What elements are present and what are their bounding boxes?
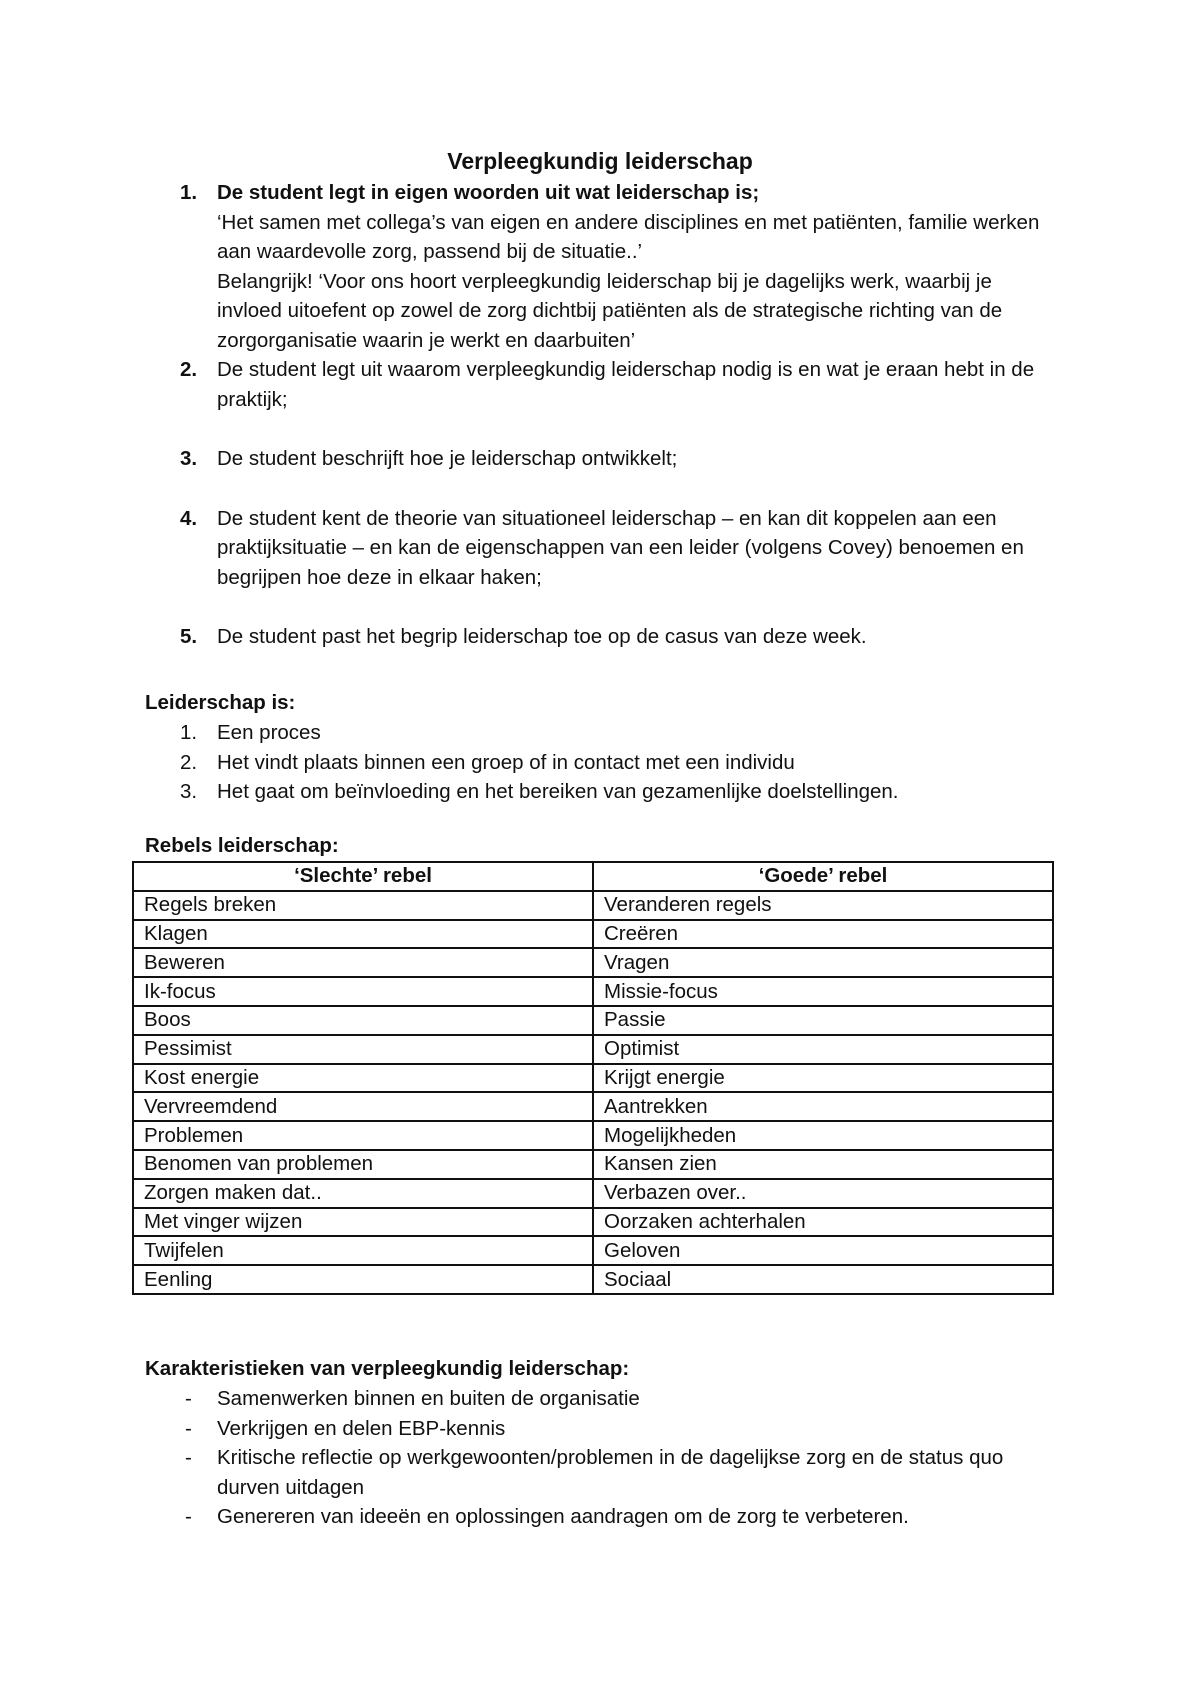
objective-heading: De student legt in eigen woorden uit wat leiderschap is; — [217, 181, 760, 204]
good-rebel-cell: Oorzaken achterhalen — [593, 1208, 1053, 1237]
dash-bullet: - — [185, 1446, 192, 1469]
objective-text: De student legt uit waarom verpleegkundig leiderschap nodig is en wat je eraan hebt in de praktijk; — [217, 358, 1035, 411]
table-row — [133, 1035, 1053, 1064]
list-text: Het gaat om beïnvloeding en het bereiken van gezamenlijke doelstellingen. — [217, 780, 899, 803]
objective-item — [180, 622, 1060, 652]
karakteristieken-list — [180, 1384, 1060, 1532]
list-number: 2. — [180, 750, 198, 774]
table-row — [133, 1006, 1053, 1035]
objective-number: 2. — [180, 358, 198, 381]
good-rebel-cell: Aantrekken — [593, 1092, 1053, 1121]
bullet-item — [180, 1414, 1060, 1444]
list-text: Het vindt plaats binnen een groep of in contact met een individu — [217, 750, 795, 774]
good-rebel-cell: Optimist — [593, 1035, 1053, 1064]
good-rebel-cell: Creëren — [593, 920, 1053, 949]
bad-rebel-cell: Pessimist — [133, 1035, 593, 1064]
table-row — [133, 1064, 1053, 1093]
table-row — [133, 1236, 1053, 1265]
objective-text: De student beschrijft hoe je leiderschap ontwikkelt; — [217, 447, 678, 470]
bad-rebel-cell: Boos — [133, 1006, 593, 1035]
list-item — [180, 748, 1060, 778]
karakteristieken-heading: Karakteristieken van verpleegkundig leiderschap: — [145, 1357, 630, 1380]
bullet-text: Kritische reflectie op werkgewoonten/problemen in de dagelijkse zorg en de status quo durven uitdagen — [217, 1446, 1004, 1499]
bad-rebel-cell: Twijfelen — [133, 1236, 593, 1265]
table-header-row — [133, 862, 1053, 891]
bad-rebel-cell: Ik-focus — [133, 977, 593, 1006]
table-row — [133, 920, 1053, 949]
bad-rebel-cell: Met vinger wijzen — [133, 1208, 593, 1237]
dash-bullet: - — [185, 1416, 192, 1440]
table-row — [133, 1121, 1053, 1150]
objective-number: 1. — [180, 181, 198, 204]
table-row — [133, 977, 1053, 1006]
objective-item — [180, 504, 1060, 593]
bullet-text: Verkrijgen en delen EBP-kennis — [217, 1416, 506, 1440]
good-rebel-cell: Verbazen over.. — [593, 1179, 1053, 1208]
dash-bullet: - — [185, 1387, 192, 1410]
bullet-text: Samenwerken binnen en buiten de organisatie — [217, 1387, 640, 1410]
list-number: 1. — [180, 721, 198, 744]
table-row — [133, 1208, 1053, 1237]
bad-rebel-cell: Eenling — [133, 1265, 593, 1294]
table-row — [133, 1265, 1053, 1294]
objective-number: 4. — [180, 506, 198, 530]
objective-item — [180, 444, 1060, 474]
leiderschap-is-list — [180, 718, 1060, 807]
document-title: Verpleegkundig leiderschap — [447, 148, 753, 174]
good-rebel-cell: Kansen zien — [593, 1150, 1053, 1179]
list-number: 3. — [180, 780, 198, 803]
objective-text: De student past het begrip leiderschap toe op de casus van deze week. — [217, 625, 867, 648]
good-rebel-cell: Sociaal — [593, 1265, 1053, 1294]
good-rebel-cell: Geloven — [593, 1236, 1053, 1265]
leiderschap-is-heading: Leiderschap is: — [145, 691, 296, 714]
good-rebel-cell: Veranderen regels — [593, 891, 1053, 920]
bad-rebel-cell: Regels breken — [133, 891, 593, 920]
list-item — [180, 777, 1060, 807]
column-header-bad-rebel: ‘Slechte’ rebel — [133, 862, 593, 891]
good-rebel-cell: Krijgt energie — [593, 1064, 1053, 1093]
bullet-item — [180, 1443, 1060, 1502]
bad-rebel-cell: Vervreemdend — [133, 1092, 593, 1121]
objectives-list — [180, 178, 1060, 652]
rebels-heading: Rebels leiderschap: — [145, 834, 339, 857]
list-text: Een proces — [217, 721, 321, 744]
bad-rebel-cell: Zorgen maken dat.. — [133, 1179, 593, 1208]
rebels-table-body — [133, 891, 1053, 1294]
objective-item — [180, 355, 1060, 414]
bad-rebel-cell: Problemen — [133, 1121, 593, 1150]
bad-rebel-cell: Benomen van problemen — [133, 1150, 593, 1179]
good-rebel-cell: Vragen — [593, 948, 1053, 977]
table-row — [133, 1179, 1053, 1208]
bullet-item — [180, 1502, 1060, 1532]
good-rebel-cell: Mogelijkheden — [593, 1121, 1053, 1150]
table-row — [133, 891, 1053, 920]
table-row — [133, 1092, 1053, 1121]
list-item — [180, 718, 1060, 748]
rebels-table — [132, 861, 1054, 1295]
bullet-text: Genereren van ideeën en oplossingen aandragen om de zorg te verbeteren. — [217, 1505, 909, 1528]
good-rebel-cell: Missie-focus — [593, 977, 1053, 1006]
table-row — [133, 948, 1053, 977]
good-rebel-cell: Passie — [593, 1006, 1053, 1035]
dash-bullet: - — [185, 1505, 192, 1528]
objective-number: 3. — [180, 447, 198, 470]
objective-text: De student kent de theorie van situationeel leiderschap – en kan dit koppelen aan een praktijksituatie – en kan de eigenschappen van een leider (volgens Covey) benoemen en begrijpen hoe deze in elkaar haken; — [217, 506, 1024, 589]
objective-number: 5. — [180, 625, 198, 648]
column-header-good-rebel: ‘Goede’ rebel — [593, 862, 1053, 891]
bullet-item — [180, 1384, 1060, 1414]
bad-rebel-cell: Kost energie — [133, 1064, 593, 1093]
bad-rebel-cell: Klagen — [133, 920, 593, 949]
objective-item — [180, 178, 1060, 355]
leadership-definition-quote: ‘Het samen met collega’s van eigen en andere disciplines en met patiënten, familie werken aan waardevolle zorg, passend bij de situatie..’ — [217, 210, 1040, 263]
leadership-important-note: Belangrijk! ‘Voor ons hoort verpleegkundig leiderschap bij je dagelijks werk, waarbij je invloed uitoefent op zowel de zorg dichtbij patiënten als de strategische richting van de zorgorganisatie waarin je werkt en daarbuiten’ — [217, 269, 1003, 352]
table-row — [133, 1150, 1053, 1179]
bad-rebel-cell: Beweren — [133, 948, 593, 977]
